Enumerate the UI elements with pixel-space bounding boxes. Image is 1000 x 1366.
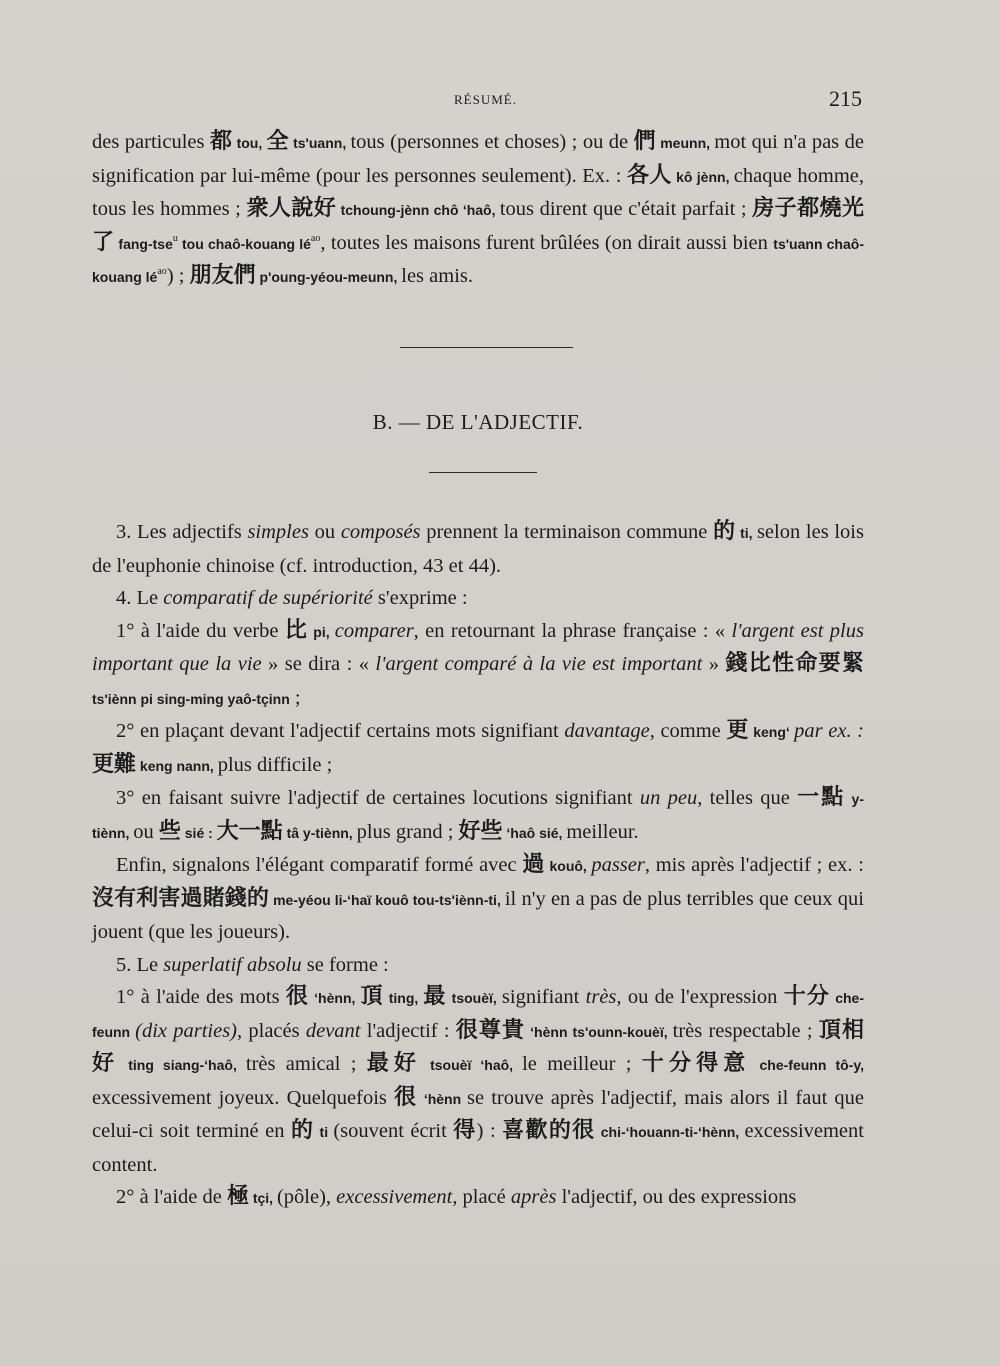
chinese-characters: 十分得意 xyxy=(641,1051,751,1076)
chinese-characters: 一點 xyxy=(797,785,846,810)
italic-run: l'argent comparé à la vie est important xyxy=(375,653,703,675)
text-run: se forme : xyxy=(301,953,389,976)
text-run: très respectable ; xyxy=(672,1019,819,1042)
paragraph-5 xyxy=(92,949,864,982)
romanization: me-yéou li-‘haï kouô tou-ts'iènn-ti, xyxy=(269,891,505,908)
text-run: comme xyxy=(654,720,727,742)
romanization: ti xyxy=(314,1124,334,1140)
text-run: (souvent écrit xyxy=(333,1120,454,1142)
section-body xyxy=(92,516,864,1215)
superscript: ao xyxy=(157,266,167,278)
text-run: se trouve après l'adjectif, mais alors il faut que celui-ci soit terminé en xyxy=(92,1086,864,1142)
chinese-characters: 們 xyxy=(633,129,656,154)
chinese-characters: 很尊貴 xyxy=(455,1017,526,1043)
chinese-characters: 的 xyxy=(713,519,736,544)
text-run: meilleur. xyxy=(566,820,639,843)
romanization: che-feunn xyxy=(92,990,864,1040)
romanization: ti, xyxy=(735,525,757,541)
separator-rule-section xyxy=(429,472,537,473)
romanization: ting, xyxy=(383,990,424,1006)
chinese-characters: 錢比性命要緊 xyxy=(725,651,864,676)
text-run: 2° à l'aide de xyxy=(116,1186,227,1208)
italic-run: un peu xyxy=(639,787,698,809)
chinese-characters: 比 xyxy=(284,617,309,643)
romanization: kô jènn, xyxy=(671,168,734,185)
chinese-characters: 過 xyxy=(522,852,545,877)
text-run: chaque homme, tous les hommes ; xyxy=(92,164,864,220)
text-run: ou xyxy=(133,820,159,843)
romanization: ‘hènn, xyxy=(309,990,361,1006)
page-header xyxy=(92,86,862,116)
text-run: , placés xyxy=(237,1019,306,1042)
italic-run: après xyxy=(510,1186,557,1208)
chinese-characters: 房子都燒光了 xyxy=(92,196,865,255)
text-run: excessivement content. xyxy=(92,1120,864,1176)
text-run: 1° à l'aide du verbe xyxy=(116,619,285,642)
paragraph-4-2 xyxy=(92,715,864,782)
romanization: keng‘ xyxy=(748,724,795,740)
chinese-characters: 都 xyxy=(209,129,233,154)
chinese-characters: 更 xyxy=(726,718,749,743)
chinese-characters: 大一點 xyxy=(216,818,283,844)
chinese-characters: 很 xyxy=(393,1084,418,1110)
text-run: 4. Le xyxy=(116,587,164,609)
text-run: , telles que xyxy=(697,787,798,809)
text-run: ) : xyxy=(476,1120,503,1142)
text-run: 1° à l'aide des mots xyxy=(116,986,286,1008)
text-run: 3° en faisant suivre l'adjectif de certaines locutions signifiant xyxy=(116,787,640,809)
italic-run: comparer xyxy=(334,619,414,642)
romanization: ts'uann chaô-kouang lé xyxy=(92,235,864,285)
text-run: les amis. xyxy=(401,265,474,287)
romanization: ‘hènn xyxy=(417,1090,468,1107)
text-run: placé xyxy=(457,1186,511,1208)
chinese-characters: 最好 xyxy=(366,1051,422,1076)
romanization: sié : xyxy=(180,824,217,841)
text-run: , mis après l'adjectif ; ex. : xyxy=(644,854,864,876)
romanization: p'oung-yéou-meunn, xyxy=(255,269,402,285)
text-run: le meilleur ; xyxy=(522,1053,642,1075)
romanization: tsouèï ‘haô, xyxy=(421,1057,523,1073)
top-paragraph xyxy=(92,126,864,294)
text-run: ou de l'expression xyxy=(621,986,784,1008)
running-title: RÉSUMÉ. xyxy=(454,92,517,107)
text-run: mot qui n'a pas de signification par lui-même (pour les personnes seulement). Ex. : xyxy=(92,131,864,187)
chinese-characters: 得 xyxy=(453,1118,477,1143)
romanization: keng nann, xyxy=(136,757,218,774)
paragraph-enfin xyxy=(92,849,864,949)
romanization: tou, xyxy=(232,135,267,151)
romanization: ts'uann, xyxy=(288,135,351,151)
paragraph-5-2 xyxy=(92,1181,864,1215)
romanization: tou chaô-kouang lé xyxy=(177,235,311,252)
paragraph-4 xyxy=(92,582,864,615)
text-run: excessivement joyeux. Quelquefois xyxy=(92,1086,394,1109)
romanization: tçi, xyxy=(248,1190,277,1206)
text-run: prennent la terminaison commune xyxy=(420,521,714,543)
chinese-characters: 好些 xyxy=(458,818,503,844)
text-run: Enfin, signalons l'élégant comparatif formé avec xyxy=(116,854,523,876)
section-title: B. — DE L'ADJECTIF. xyxy=(372,410,584,434)
italic-run: simples xyxy=(247,521,309,543)
italic-run: superlatif absolu xyxy=(163,953,302,976)
text-run: » xyxy=(702,653,726,675)
romanization: tâ y-tiènn, xyxy=(282,824,357,841)
romanization: pi, xyxy=(308,623,335,640)
paragraph-4-3 xyxy=(92,782,864,849)
chinese-characters: 的 xyxy=(290,1118,315,1143)
italic-run: par ex. : xyxy=(794,720,864,742)
superscript: ao xyxy=(310,232,321,244)
romanization: y-tiènn, xyxy=(92,791,864,841)
italic-run: comparatif de supériorité xyxy=(163,587,373,609)
text-run: , en retournant la phrase française : « xyxy=(413,619,732,642)
romanization: fang-tse xyxy=(114,235,173,252)
chinese-characters: 很 xyxy=(285,984,310,1009)
text-run: 2° en plaçant devant l'adjectif certains mots signifiant xyxy=(116,720,565,742)
text-run: plus grand ; xyxy=(356,820,459,843)
italic-run: l'argent est plus important que la vie xyxy=(92,619,864,675)
romanization: chi-‘houann-ti-‘hènn, xyxy=(595,1124,745,1140)
italic-run: composés xyxy=(340,521,421,543)
chinese-characters: 沒有利害過賭錢的 xyxy=(92,885,270,911)
romanization: kouô, xyxy=(544,858,592,874)
italic-run: devant xyxy=(305,1019,361,1042)
paragraph-4-1 xyxy=(92,615,864,716)
page-number: 215 xyxy=(829,86,862,111)
paragraph-particles xyxy=(92,126,864,294)
romanization: ts'iènn pi sing-ming yaô-tçinn xyxy=(92,690,290,707)
italic-run: excessivement, xyxy=(336,1186,458,1208)
text-run: , toutes les maisons furent brûlées (on dirait aussi bien xyxy=(320,231,774,254)
paragraph-3 xyxy=(92,516,864,582)
text-run: des particules xyxy=(92,131,210,153)
text-run: selon les lois de l'euphonie chinoise (cf. introduction, 43 et 44). xyxy=(92,521,864,577)
chinese-characters: 各人 xyxy=(626,162,672,188)
romanization: meunn, xyxy=(655,135,715,151)
chinese-characters: 極 xyxy=(226,1184,249,1209)
superscript: u xyxy=(172,232,178,244)
text-run: signifiant xyxy=(501,986,586,1008)
chinese-characters: 頂相好 xyxy=(92,1017,864,1076)
text-run: 5. Le xyxy=(116,953,164,976)
italic-run: très, xyxy=(585,986,622,1008)
chinese-characters: 最 xyxy=(423,984,447,1009)
paragraph-5-1 xyxy=(92,981,864,1181)
text-run: plus difficile ; xyxy=(217,753,333,776)
romanization: ‘hènn ts'ounn-kouèï, xyxy=(525,1023,673,1040)
chinese-characters: 衆人說好 xyxy=(246,196,337,221)
romanization: ting siang-‘haô, xyxy=(119,1057,246,1073)
text-run: très amical ; xyxy=(245,1053,367,1075)
chinese-characters: 喜歡的很 xyxy=(502,1118,596,1143)
text-run: 3. Les adjectifs xyxy=(116,521,248,543)
romanization: tsouèï, xyxy=(446,990,502,1006)
text-run: tous (personnes et choses) ; ou de xyxy=(350,131,634,153)
text-run: ou xyxy=(308,521,341,543)
romanization: tchoung-jènn chô ‘haô, xyxy=(336,202,500,218)
italic-run: davantage, xyxy=(564,720,655,742)
text-run: ) ; xyxy=(166,265,190,287)
text-run: ; xyxy=(289,686,301,709)
romanization: che-feunn tô-y, xyxy=(750,1057,864,1073)
chinese-characters: 頂 xyxy=(360,984,384,1009)
romanization: ‘haô sié, xyxy=(502,824,567,841)
text-run: tous dirent que c'était parfait ; xyxy=(499,198,753,220)
italic-run: passer xyxy=(591,854,645,876)
chinese-characters: 全 xyxy=(266,129,289,154)
text-run: il n'y en a pas de plus terribles que ceux qui jouent (que les joueurs). xyxy=(92,887,864,943)
chinese-characters: 朋友們 xyxy=(189,263,256,288)
chinese-characters: 些 xyxy=(158,818,181,844)
text-run: l'adjectif : xyxy=(360,1019,456,1042)
italic-run: (dix parties) xyxy=(135,1019,238,1042)
chinese-characters: 十分 xyxy=(783,984,831,1009)
separator-rule-top xyxy=(400,347,573,348)
text-run: s'exprime : xyxy=(372,587,468,609)
chinese-characters: 更難 xyxy=(92,751,137,777)
text-run: (pôle), xyxy=(276,1186,337,1208)
text-run: » se dira : « xyxy=(261,653,376,675)
text-run: l'adjectif, ou des expressions xyxy=(556,1186,797,1208)
